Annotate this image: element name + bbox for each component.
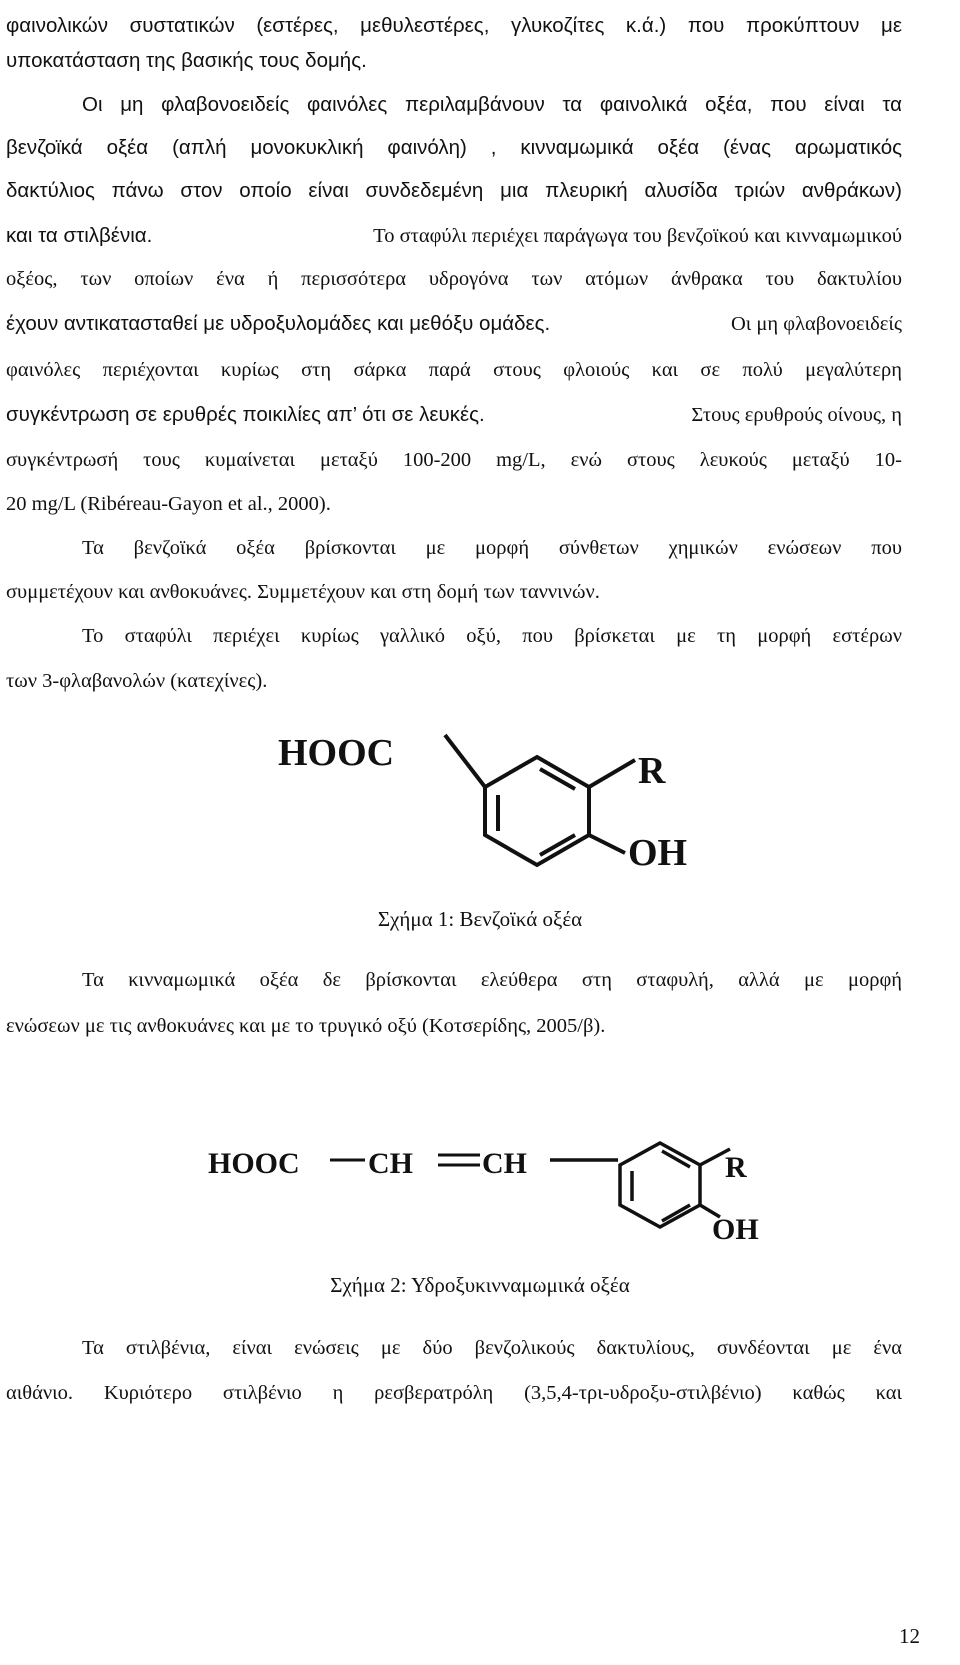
oh-label: OH: [712, 1213, 759, 1246]
text-line: συμμετέχουν και ανθοκυάνες. Συμμετέχουν και στη δομή των ταννινών.: [6, 581, 600, 603]
text-line: φαινολικών συστατικών (εστέρες, μεθυλεστέρες, γλυκοζίτες κ.ά.) που προκύπτουν με: [6, 14, 902, 37]
figure-1-caption: Σχήμα 1: Βενζοϊκά οξέα: [377, 907, 583, 931]
benzene-ring: [445, 735, 635, 865]
text-line: [6, 402, 902, 428]
figure-hydroxycinnamic-acid-structure: [200, 1135, 780, 1250]
hooc-label: HOOC: [208, 1147, 300, 1180]
benzene-ring: [550, 1143, 730, 1227]
text-segment: Οι μη φλαβονοειδείς: [730, 313, 902, 335]
text-line: φαινόλες περιέχονται κυρίως στη σάρκα παρά στους φλοιούς και σε πολύ μεγαλύτερη: [6, 359, 902, 381]
page-number: 12: [899, 1624, 920, 1648]
text-line: βενζοϊκά οξέα (απλή μονοκυκλική φαινόλη) , κινναμωμικά οξέα (ένας αρωματικός: [6, 136, 902, 159]
r-label: R: [725, 1151, 747, 1184]
text-line: συγκέντρωσή τους κυμαίνεται μεταξύ 100-200 mg/L, ενώ στους λευκούς μεταξύ 10-: [6, 449, 902, 471]
text-segment: και τα στιλβένια.: [6, 224, 153, 247]
ch-label-1: CH: [368, 1147, 413, 1180]
text-line: δακτύλιος πάνω στον οποίο είναι συνδεδεμένη μια πλευρική αλυσίδα τριών ανθράκων): [6, 179, 902, 202]
figure-2-caption: Σχήμα 2: Υδροξυκινναμωμικά οξέα: [330, 1273, 630, 1297]
text-segment: έχουν αντικατασταθεί με υδροξυλομάδες και μεθόξυ ομάδες.: [6, 312, 551, 335]
text-line: 20 mg/L (Ribéreau-Gayon et al., 2000).: [6, 493, 331, 515]
text-line: Οι μη φλαβονοειδείς φαινόλες περιλαμβάνουν τα φαινολικά οξέα, που είναι τα: [82, 93, 902, 116]
text-line: ενώσεων με τις ανθοκυάνες και με το τρυγικό οξύ (Κοτσερίδης, 2005/β).: [6, 1015, 606, 1037]
r-label: R: [638, 750, 666, 792]
text-line: Τα στιλβένια, είναι ενώσεις με δύο βενζολικούς δακτυλίους, συνδέονται με ένα: [82, 1337, 902, 1359]
text-line: οξέος, των οποίων ένα ή περισσότερα υδρογόνα των ατόμων άνθρακα του δακτυλίου: [6, 268, 902, 290]
figure-benzoic-acid-structure: [270, 725, 720, 870]
text-line: Τα κινναμωμικά οξέα δε βρίσκονται ελεύθερα στη σταφυλή, αλλά με μορφή: [82, 969, 902, 991]
text-line: [6, 223, 902, 249]
text-line: Το σταφύλι περιέχει κυρίως γαλλικό οξύ, που βρίσκεται με τη μορφή εστέρων: [82, 625, 902, 647]
text-segment: Το σταφύλι περιέχει παράγωγα του βενζοϊκού και κινναμωμικού: [373, 225, 902, 247]
ch-label-2: CH: [482, 1147, 527, 1180]
hooc-label: HOOC: [278, 732, 395, 774]
text-segment: συγκέντρωση σε ερυθρές ποικιλίες απ’ ότι σε λευκές.: [6, 403, 485, 426]
text-line: υποκατάσταση της βασικής τους δομής.: [6, 49, 367, 72]
text-line: αιθάνιο. Κυριότερο στιλβένιο η ρεσβερατρόλη (3,5,4-τρι-υδροξυ-στιλβένιο) καθώς και: [6, 1382, 902, 1404]
oh-label: OH: [628, 832, 688, 870]
text-line: [6, 311, 902, 337]
text-line: Τα βενζοϊκά οξέα βρίσκονται με μορφή σύνθετων χημικών ενώσεων που: [82, 537, 902, 559]
double-bond: [438, 1155, 480, 1165]
text-line: των 3-φλαβανολών (κατεχίνες).: [6, 670, 268, 692]
text-segment: Στους ερυθρούς οίνους, η: [691, 404, 902, 426]
